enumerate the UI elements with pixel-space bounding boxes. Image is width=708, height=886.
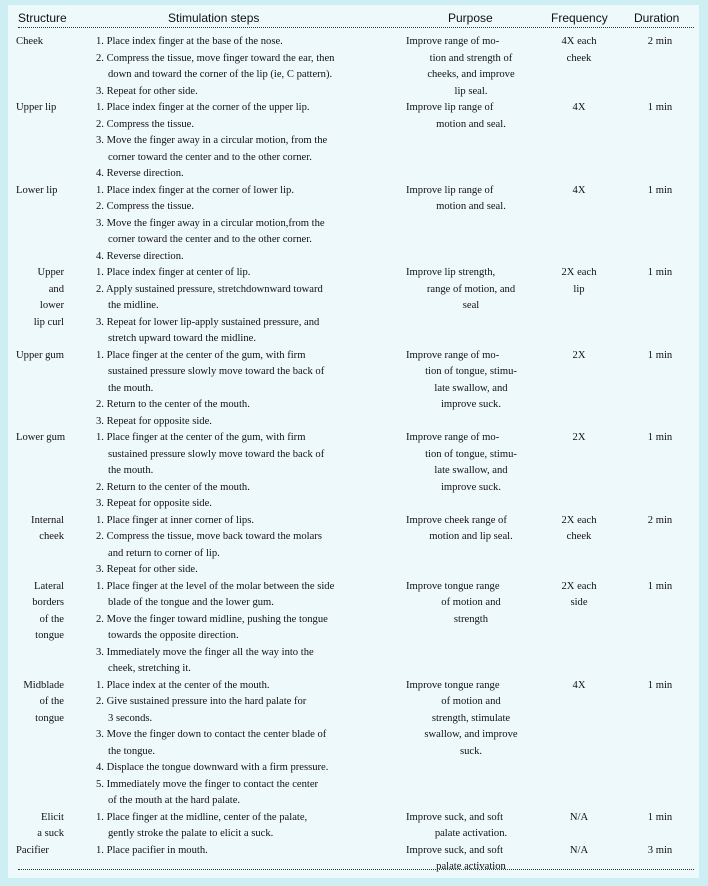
purpose-cell (406, 678, 536, 761)
structure-line: Upper gum (16, 349, 64, 361)
step-line: 4. Reverse direction. (96, 250, 184, 262)
purpose-line: Improve lip strength, (406, 267, 496, 278)
table-row (8, 513, 699, 579)
table-panel (8, 5, 699, 878)
table-row (8, 34, 699, 100)
purpose-cell (406, 34, 536, 100)
steps-cell (96, 430, 401, 513)
table-row (8, 579, 699, 678)
purpose-line: improve suck. (440, 481, 502, 493)
purpose-cell (406, 348, 536, 414)
duration-cell: 1 min (647, 102, 673, 113)
step-line: 3. Repeat for opposite side. (96, 498, 212, 509)
header-steps: Stimulation steps (168, 11, 260, 25)
table-row (8, 183, 699, 266)
header-purpose: Purpose (448, 11, 493, 25)
step-line: 3. Repeat for other side. (96, 564, 198, 575)
steps-cell (96, 348, 401, 431)
steps-cell (96, 579, 401, 678)
purpose-line: Improve suck, and soft (406, 844, 504, 856)
steps-cell (96, 678, 401, 810)
purpose-line: late swallow, and (434, 465, 508, 476)
frequency-line: side (570, 597, 588, 608)
duration-cell: 1 min (647, 184, 673, 196)
step-line: 2. Move the finger toward midline, pushing the tongue (96, 613, 328, 625)
duration-cell: 1 min (647, 267, 673, 278)
step-line: 3. Repeat for opposite side. (96, 415, 212, 427)
step-line: 4. Reverse direction. (96, 168, 184, 179)
purpose-line: Improve range of mo- (406, 36, 500, 47)
purpose-cell (406, 430, 536, 496)
table-body (8, 34, 699, 876)
duration-cell: 1 min (647, 432, 673, 443)
structure-line: Cheek (16, 36, 44, 47)
frequency-line: 4X (572, 184, 586, 196)
purpose-line: Improve tongue range (406, 580, 500, 592)
step-line: cheek, stretching it. (108, 663, 191, 674)
purpose-cell (406, 843, 536, 876)
frequency-cell (548, 348, 610, 365)
step-line: and return to corner of lip. (108, 547, 220, 559)
step-line: corner toward the center and to the other corner. (108, 151, 312, 163)
structure-line: a suck (37, 828, 64, 839)
step-line: 2. Return to the center of the mouth. (96, 399, 250, 410)
structure-line: borders (32, 597, 64, 608)
frequency-cell (548, 579, 610, 612)
step-line: 2. Compress the tissue, move finger toward the ear, then (96, 52, 335, 64)
step-line: 3 seconds. (108, 712, 153, 724)
step-line: 1. Place finger at the level of the molar between the side (96, 580, 335, 592)
step-line: 1. Place index finger at the corner of the upper lip. (96, 102, 310, 113)
step-line: 1. Place finger at the midline, center of the palate, (96, 811, 308, 823)
purpose-line: tion and strength of (429, 52, 513, 64)
structure-cell (16, 265, 64, 331)
duration-cell: 3 min (647, 844, 673, 856)
step-line: 1. Place index finger at the corner of lower lip. (96, 184, 294, 196)
frequency-cell (548, 34, 610, 67)
step-line: 3. Move the finger down to contact the center blade of (96, 729, 327, 740)
structure-cell (16, 348, 72, 365)
purpose-line: swallow, and improve (424, 729, 518, 740)
frequency-cell (548, 513, 610, 546)
purpose-line: Improve suck, and soft (406, 811, 504, 823)
frequency-line: 2X each (561, 514, 597, 526)
step-line: 1. Place index finger at the base of the nose. (96, 36, 283, 47)
structure-line: Lower gum (16, 432, 66, 443)
step-line: towards the opposite direction. (108, 630, 239, 641)
duration-cell: 2 min (647, 36, 673, 47)
step-line: 3. Move the finger away in a circular motion, from the (96, 135, 328, 146)
purpose-line: Improve cheek range of (406, 514, 507, 526)
step-line: 2. Compress the tissue, move back toward the molars (96, 531, 322, 542)
structure-line: Midblade (23, 679, 64, 691)
frequency-line: 4X (572, 679, 586, 691)
purpose-line: range of motion, and (426, 283, 516, 295)
frequency-line: N/A (569, 844, 589, 856)
duration-cell: 1 min (647, 811, 673, 823)
structure-line: lip curl (33, 316, 64, 328)
step-line: stretch upward toward the midline. (108, 333, 256, 344)
step-line: 3. Repeat for other side. (96, 85, 198, 97)
frequency-cell (548, 678, 610, 695)
purpose-line: Improve range of mo- (406, 349, 500, 361)
purpose-cell (406, 100, 536, 133)
structure-cell (16, 843, 72, 860)
duration-cell: 1 min (647, 580, 673, 592)
frequency-line: 2X each (561, 267, 597, 278)
purpose-line: motion and seal. (436, 118, 506, 130)
table-row (8, 348, 699, 431)
purpose-line: of motion and (441, 696, 501, 707)
purpose-line: Improve lip range of (406, 184, 494, 196)
steps-cell (96, 810, 401, 843)
step-line: the midline. (108, 300, 159, 311)
structure-cell (16, 513, 64, 546)
steps-cell (96, 513, 401, 579)
structure-cell (16, 183, 72, 200)
step-line: of the mouth at the hard palate. (108, 795, 241, 806)
table-row (8, 843, 699, 876)
frequency-cell (548, 810, 610, 827)
step-line: gently stroke the palate to elicit a suck. (108, 828, 274, 839)
step-line: blade of the tongue and the lower gum. (108, 597, 274, 608)
steps-cell (96, 265, 401, 348)
purpose-line: of motion and (441, 597, 501, 608)
purpose-line: motion and lip seal. (429, 531, 513, 542)
duration-cell: 1 min (647, 679, 673, 691)
purpose-line: Improve lip range of (406, 102, 494, 113)
step-line: 2. Apply sustained pressure, stretchdownward toward (96, 283, 323, 295)
purpose-line: suck. (459, 745, 483, 757)
purpose-cell (406, 579, 536, 629)
table-row (8, 265, 699, 348)
purpose-line: palate activation (436, 861, 506, 872)
step-line: down and toward the corner of the lip (ie, C pattern). (108, 69, 333, 80)
step-line: 1. Place index at the center of the mouth. (96, 679, 270, 691)
purpose-line: Improve tongue range (406, 679, 500, 691)
structure-line: Upper (37, 267, 64, 278)
structure-cell (16, 678, 64, 728)
step-line: the mouth. (108, 382, 154, 394)
frequency-line: 2X (572, 432, 586, 443)
structure-cell (16, 579, 64, 645)
step-line: 1. Place finger at the center of the gum, with firm (96, 349, 306, 361)
frequency-line: 2X each (561, 580, 597, 592)
structure-line: Pacifier (16, 844, 49, 856)
structure-line: lower (39, 300, 64, 311)
step-line: 3. Repeat for lower lip-apply sustained pressure, and (96, 316, 320, 328)
frequency-line: 4X (572, 102, 586, 113)
header-divider (18, 27, 694, 28)
step-line: 1. Place finger at inner corner of lips. (96, 514, 254, 526)
step-line: 3. Immediately move the finger all the way into the (96, 646, 314, 658)
frequency-line: cheek (566, 531, 592, 542)
structure-line: cheek (39, 531, 64, 542)
duration-cell: 2 min (647, 514, 673, 526)
purpose-line: Improve range of mo- (406, 432, 500, 443)
step-line: the mouth. (108, 465, 154, 476)
structure-line: tongue (35, 712, 64, 724)
header-structure: Structure (18, 11, 67, 25)
purpose-line: improve suck. (440, 399, 502, 410)
purpose-line: lip seal. (454, 85, 488, 97)
step-line: 3. Move the finger away in a circular motion,from the (96, 217, 325, 229)
step-line: 4. Displace the tongue downward with a firm pressure. (96, 762, 329, 773)
purpose-cell (406, 183, 536, 216)
frequency-cell (548, 183, 610, 200)
purpose-line: palate activation. (434, 828, 508, 839)
step-line: 2. Give sustained pressure into the hard palate for (96, 696, 307, 707)
structure-line: of the (39, 696, 64, 707)
header-duration: Duration (634, 11, 680, 25)
frequency-line: N/A (569, 811, 589, 823)
frequency-cell (548, 430, 610, 447)
structure-line: Elicit (41, 811, 64, 823)
structure-line: Internal (31, 514, 64, 526)
frequency-cell (548, 265, 610, 298)
step-line: 2. Compress the tissue. (96, 201, 194, 212)
step-line: 2. Return to the center of the mouth. (96, 481, 250, 493)
purpose-line: strength (453, 613, 489, 625)
structure-line: and (48, 283, 64, 295)
structure-line: of the (39, 613, 64, 625)
step-line: 1. Place pacifier in mouth. (96, 844, 208, 856)
step-line: 1. Place index finger at center of lip. (96, 267, 251, 278)
purpose-cell (406, 265, 536, 315)
step-line: corner toward the center and to the other corner. (108, 234, 312, 245)
steps-cell (96, 100, 401, 183)
step-line: 5. Immediately move the finger to contact the center (96, 778, 319, 790)
purpose-line: tion of tongue, stimu- (425, 448, 517, 460)
step-line: sustained pressure slowly move toward the back of (108, 366, 325, 377)
structure-cell (16, 430, 72, 447)
purpose-line: motion and seal. (436, 201, 506, 212)
table-row (8, 810, 699, 843)
table-row (8, 100, 699, 183)
step-line: sustained pressure slowly move toward the back of (108, 448, 325, 460)
step-line: 1. Place finger at the center of the gum, with firm (96, 432, 306, 443)
purpose-line: seal (462, 300, 480, 311)
table-row (8, 678, 699, 810)
step-line: the tongue. (108, 745, 156, 757)
frequency-line: 2X (572, 349, 586, 361)
table-header (8, 5, 699, 27)
steps-cell (96, 183, 401, 266)
structure-line: tongue (35, 630, 64, 641)
purpose-cell (406, 513, 536, 546)
duration-cell: 1 min (647, 349, 673, 361)
frequency-line: lip (573, 283, 585, 295)
header-frequency: Frequency (551, 11, 608, 25)
step-line: 2. Compress the tissue. (96, 118, 194, 130)
frequency-line: 4X each (561, 36, 597, 47)
structure-line: Upper lip (16, 102, 57, 113)
purpose-line: tion of tongue, stimu- (425, 366, 517, 377)
purpose-line: late swallow, and (434, 382, 508, 394)
purpose-line: strength, stimulate (431, 712, 511, 724)
table-row (8, 430, 699, 513)
structure-line: Lateral (34, 580, 64, 592)
structure-line: Lower lip (16, 184, 58, 196)
bottom-divider (18, 869, 694, 870)
purpose-cell (406, 810, 536, 843)
structure-cell (16, 34, 72, 51)
frequency-cell (548, 843, 610, 860)
steps-cell (96, 34, 401, 100)
steps-cell (96, 843, 401, 860)
purpose-line: cheeks, and improve (427, 69, 515, 80)
frequency-line: cheek (566, 52, 592, 64)
frequency-cell (548, 100, 610, 117)
structure-cell (16, 100, 72, 117)
structure-cell (16, 810, 64, 843)
